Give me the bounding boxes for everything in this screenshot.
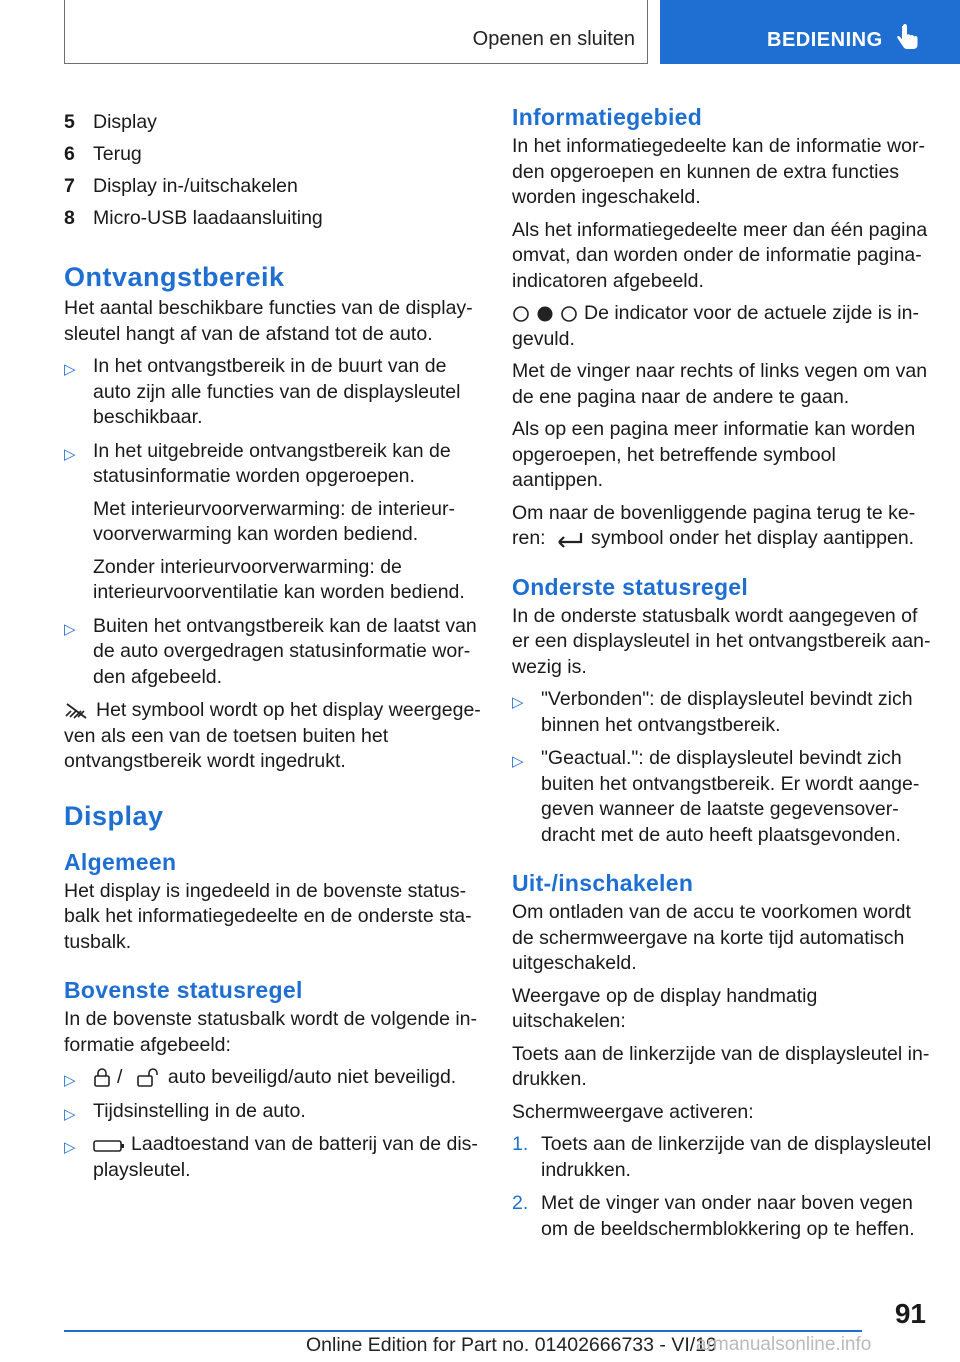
- heading-informatiegebied: Informatiegebied: [512, 104, 703, 130]
- info-paragraph: Als op een pagina meer informatie kan worden opgeroepen, het betreffende symbool aantippen.: [512, 418, 916, 491]
- triangle-bullet-icon: ▷: [64, 445, 76, 463]
- heading-algemeen: Algemeen: [64, 848, 177, 875]
- heading-onderste-statusregel: Onderste statusregel: [512, 573, 749, 600]
- list-item: [512, 746, 932, 848]
- step-text: Toets aan de linkerzijde van de displaysleutel indrukken.: [541, 1133, 932, 1181]
- item-text: Display in-/uitschakelen: [93, 175, 298, 197]
- list-item: [64, 1099, 484, 1125]
- item-number: 8: [64, 207, 75, 229]
- list-item: [512, 1191, 932, 1242]
- bullet-text: Tijdsinstelling in de auto.: [93, 1099, 306, 1122]
- item-text: Terug: [93, 143, 142, 165]
- footer-divider: [64, 1330, 862, 1332]
- info-paragraph: [512, 301, 932, 352]
- list-item: [64, 202, 484, 234]
- triangle-bullet-icon: ▷: [512, 753, 524, 770]
- bullet-text: "Verbonden": de displaysleutel bevindt zich binnen het ontvangstbereik.: [541, 688, 913, 736]
- back-text-start: Om naar de bovenliggende pagina terug te keren:: [512, 501, 916, 549]
- step-number: 2.: [512, 1192, 529, 1214]
- list-item: [64, 138, 484, 170]
- item-text: Display: [93, 111, 157, 133]
- bottom-status-bullets: [512, 687, 932, 848]
- list-item: [64, 1132, 484, 1183]
- heading-display: Display: [64, 800, 164, 831]
- bullet-text: In het ontvangstbereik in de buurt van de auto zijn alle functies van de displaysleutel beschikbaar.: [93, 355, 461, 428]
- list-item: [512, 687, 932, 738]
- info-paragraph: Als het informatiegedeelte meer dan één pagina omvat, dan worden onder de informatie paginaindicatoren afgebeeld.: [512, 218, 928, 292]
- onoff-paragraph: Schermweergave activeren:: [512, 1100, 754, 1123]
- indicator-text: De indicator voor de actuele zijde is ingevuld.: [512, 302, 919, 350]
- step-text: Met de vinger van onder naar boven vegen om de beeldschermblokkering op te heffen.: [541, 1192, 915, 1240]
- footer-edition: Online Edition for Part no. 01402666733 - VI/19: [306, 1334, 717, 1356]
- range-note: [64, 698, 484, 775]
- lock-open-icon: [136, 1067, 162, 1087]
- info-paragraph: [512, 501, 932, 552]
- back-text-end: symbool onder het display aantippen.: [591, 527, 915, 549]
- chapter-title: BEDIENING: [767, 29, 883, 51]
- page-indicator-icon: [512, 305, 578, 323]
- header-section-box: [64, 0, 648, 64]
- info-paragraph: In het informatiegedeelte kan de informatie worden opgeroepen en kunnen de extra functies worden ingeschakeld.: [512, 135, 925, 208]
- bottom-status-text: In de onderste statusbalk wordt aangegeven of er een displaysleutel in het ontvangstbereik aanwezig is.: [512, 604, 931, 678]
- list-item: [64, 439, 484, 606]
- bullet-text: Buiten het ontvangstbereik kan de laatst van de auto overgedragen statusinformatie worden afgebeeld.: [93, 614, 477, 688]
- bullet-text: auto beveiligd/auto niet beveiligd.: [167, 1066, 457, 1088]
- bullet-text: In het uitgebreide ontvangstbereik kan de statusinformatie worden opgeroepen.: [93, 439, 451, 487]
- battery-icon: [93, 1138, 125, 1154]
- lock-closed-icon: [93, 1067, 111, 1087]
- top-status-text: In de bovenste statusbalk wordt de volgende informatie afgebeeld:: [64, 1008, 478, 1056]
- watermark: armanualsonline.info: [696, 1334, 872, 1355]
- list-item: [64, 354, 484, 431]
- list-item: [64, 170, 484, 202]
- left-column: [64, 100, 484, 1191]
- legend-list: [64, 106, 484, 234]
- onoff-paragraph: Toets aan de linkerzijde van de displaysleutel indrukken.: [512, 1042, 930, 1090]
- back-arrow-icon: [555, 528, 585, 548]
- page-number: 91: [894, 1298, 926, 1329]
- note-text: Het symbool wordt op het display weergegeven als een van de toetsen buiten het ontvangstbereik wordt ingedrukt.: [64, 699, 481, 772]
- sub-paragraph: Met interieurvoorverwarming: de interieurvoorverwarming kan worden bediend.: [93, 497, 455, 545]
- list-item: [512, 1132, 932, 1183]
- chapter-tab[interactable]: [660, 0, 960, 64]
- bullet-text: "Geactual.": de displaysleutel bevindt zich buiten het ontvangstbereik. Er wordt aangegeven wanneer de laatste gegevensoverdracht met de auto heeft plaatsgevonden.: [541, 747, 920, 846]
- triangle-bullet-icon: ▷: [64, 1105, 76, 1123]
- heading-bovenste-statusregel: Bovenste statusregel: [64, 977, 303, 1003]
- range-intro: Het aantal beschikbare functies van de displaysleutel hangt af van de afstand tot de auto.: [64, 297, 473, 345]
- general-text: Het display is ingedeeld in de bovenste statusbalk het informatiegedeelte en de onderste statusbalk.: [64, 879, 472, 953]
- separator-text: /: [117, 1066, 123, 1088]
- info-paragraph: Met de vinger naar rechts of links vegen om van de ene pagina naar de andere te gaan.: [512, 360, 928, 408]
- triangle-bullet-icon: ▷: [64, 1072, 76, 1089]
- list-item: [64, 614, 484, 691]
- bullet-text: Laadtoestand van de batterij van de displaysleutel.: [93, 1133, 478, 1181]
- item-number: 5: [64, 111, 75, 133]
- section-title: Openen en sluiten: [472, 28, 635, 50]
- heading-uit-inschakelen: Uit-/inschakelen: [512, 870, 694, 896]
- triangle-bullet-icon: ▷: [64, 1139, 76, 1156]
- step-number: 1.: [512, 1133, 529, 1155]
- no-signal-icon: [64, 702, 90, 720]
- onoff-paragraph: Weergave op de display handmatig uitschakelen:: [512, 984, 818, 1032]
- heading-ontvangstbereik: Ontvangstbereik: [64, 262, 285, 292]
- range-bullets: [64, 354, 484, 690]
- triangle-bullet-icon: ▷: [64, 620, 76, 638]
- hand-pointer-icon: [896, 24, 920, 52]
- item-number: 7: [64, 175, 75, 197]
- onoff-paragraph: Om ontladen van de accu te voorkomen wordt de schermweergave na korte tijd automatisch uitgeschakeld.: [512, 901, 911, 974]
- item-number: 6: [64, 143, 75, 165]
- triangle-bullet-icon: ▷: [64, 361, 76, 378]
- sub-paragraph: Zonder interieurvoorverwarming: de interieurvoorventilatie kan worden bediend.: [93, 555, 465, 603]
- activation-steps: [512, 1132, 932, 1242]
- triangle-bullet-icon: ▷: [512, 694, 524, 711]
- list-item: [64, 1065, 484, 1091]
- top-status-bullets: [64, 1065, 484, 1183]
- item-text: Micro-USB laadaansluiting: [93, 207, 323, 229]
- list-item: [64, 106, 484, 138]
- right-column: [512, 100, 932, 1250]
